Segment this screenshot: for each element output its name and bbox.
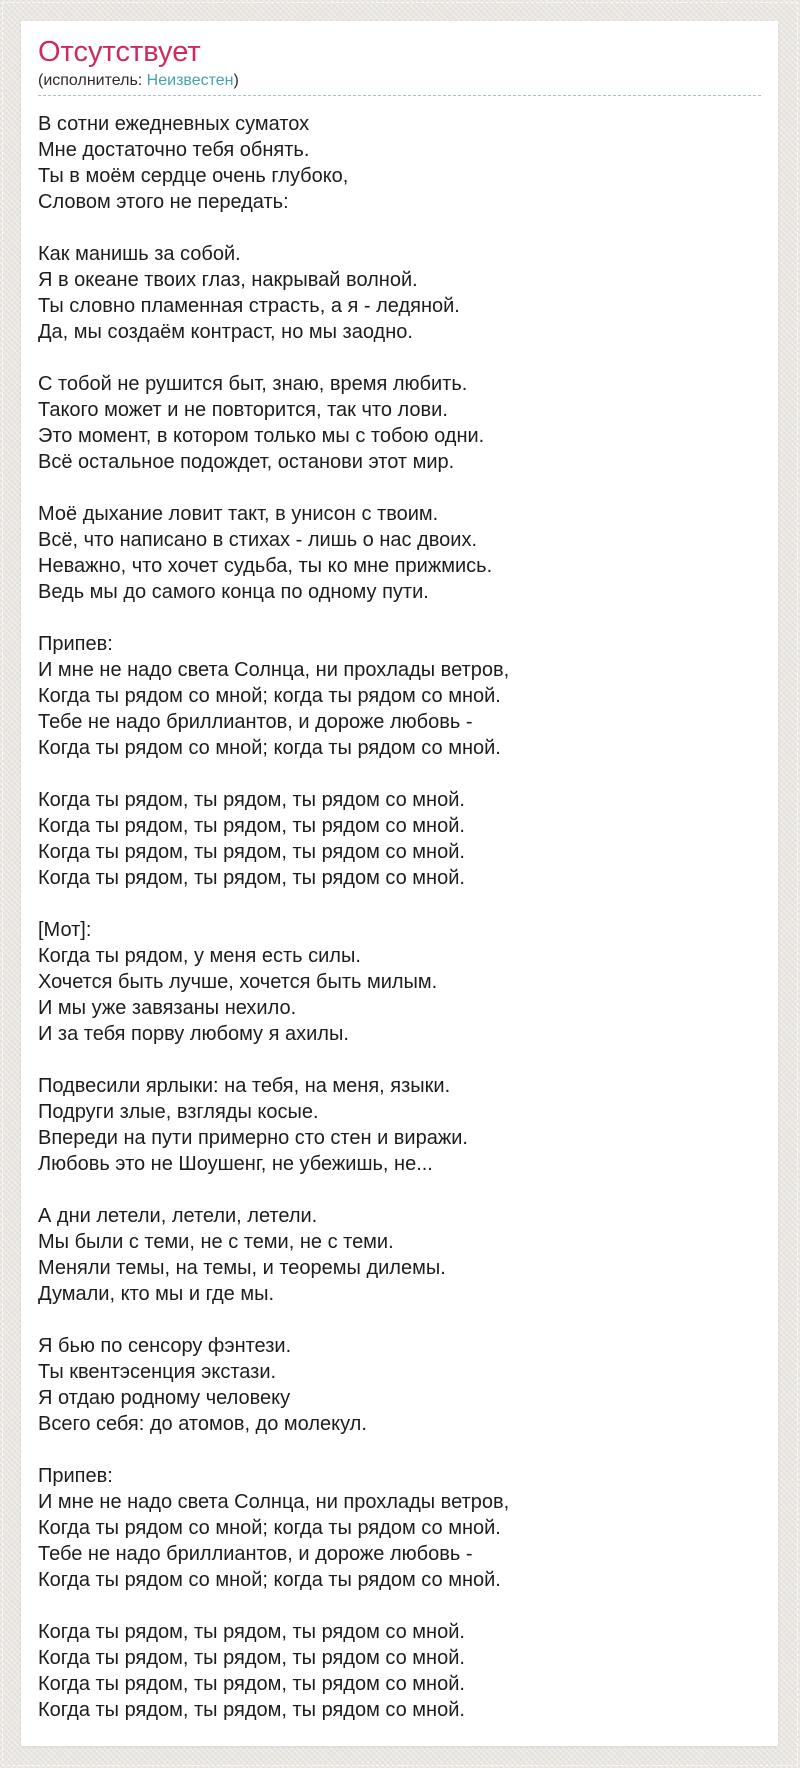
lyrics-line: В сотни ежедневных суматох <box>38 113 310 135</box>
lyrics-line: Тебе не надо бриллиантов, и дороже любовь - <box>38 1543 473 1565</box>
lyrics-line: Моё дыхание ловит такт, в унисон с твоим. <box>38 503 439 525</box>
lyrics-line: Когда ты рядом со мной; когда ты рядом со мной. <box>38 737 501 759</box>
lyrics-blank-line <box>38 1307 761 1333</box>
lyrics-line: И мне не надо света Солнца, ни прохлады ветров, <box>38 1491 510 1513</box>
lyrics-blank-line <box>38 215 761 241</box>
lyrics-line: Когда ты рядом, ты рядом, ты рядом со мной. <box>38 867 465 889</box>
lyrics-line: И мы уже завязаны нехило. <box>38 997 297 1019</box>
lyrics-blank-line <box>38 1437 761 1463</box>
lyrics-line: Когда ты рядом, ты рядом, ты рядом со мной. <box>38 1621 465 1643</box>
lyrics-blank-line <box>38 1047 761 1073</box>
lyrics-line: [Мот]: <box>38 919 92 941</box>
lyrics-line: Это момент, в котором только мы с тобою одни. <box>38 425 485 447</box>
lyrics-blank-line <box>38 761 761 787</box>
lyrics-line: И за тебя порву любому я ахилы. <box>38 1023 349 1045</box>
lyrics-line: Я отдаю родному человеку <box>38 1387 291 1409</box>
lyrics-card <box>21 21 778 1746</box>
lyrics-blank-line <box>38 891 761 917</box>
song-title: Отсутствует <box>38 36 201 68</box>
lyrics-blank-line <box>38 1177 761 1203</box>
lyrics-line: Ведь мы до самого конца по одному пути. <box>38 581 429 603</box>
lyrics-line: Когда ты рядом, ты рядом, ты рядом со мной. <box>38 1647 465 1669</box>
lyrics-line: Когда ты рядом, ты рядом, ты рядом со мной. <box>38 789 465 811</box>
lyrics-line: Мне достаточно тебя обнять. <box>38 139 310 161</box>
artist-prefix-label: (исполнитель: <box>38 72 147 89</box>
lyrics-blank-line <box>38 345 761 371</box>
artist-link[interactable]: Неизвестен <box>146 72 234 89</box>
lyrics-line: Мы были с теми, не с теми, не с теми. <box>38 1231 394 1253</box>
lyrics-line: Всего себя: до атомов, до молекул. <box>38 1413 367 1435</box>
lyrics-line: С тобой не рушится быт, знаю, время любить. <box>38 373 468 395</box>
lyrics-line: Словом этого не передать: <box>38 191 289 213</box>
lyrics-text <box>38 111 761 1723</box>
lyrics-line: Хочется быть лучше, хочется быть милым. <box>38 971 438 993</box>
dashed-separator <box>38 95 761 96</box>
lyrics-line: Всё остальное подождет, останови этот мир. <box>38 451 455 473</box>
lyrics-line: Да, мы создаём контраст, но мы заодно. <box>38 321 413 343</box>
lyrics-blank-line <box>38 475 761 501</box>
lyrics-line: Когда ты рядом со мной; когда ты рядом со мной. <box>38 685 501 707</box>
lyrics-line: Когда ты рядом со мной; когда ты рядом со мной. <box>38 1517 501 1539</box>
lyrics-line: Когда ты рядом, ты рядом, ты рядом со мной. <box>38 815 465 837</box>
lyrics-line: Я бью по сенсору фэнтези. <box>38 1335 292 1357</box>
lyrics-line: Когда ты рядом, ты рядом, ты рядом со мной. <box>38 1699 465 1721</box>
artist-line <box>38 71 761 95</box>
lyrics-line: Такого может и не повторится, так что лови. <box>38 399 448 421</box>
lyrics-line: Впереди на пути примерно сто стен и виражи. <box>38 1127 468 1149</box>
lyrics-line: И мне не надо света Солнца, ни прохлады ветров, <box>38 659 510 681</box>
lyrics-line: Я в океане твоих глаз, накрывай волной. <box>38 269 418 291</box>
artist-suffix-label: ) <box>233 72 239 89</box>
lyrics-line: Неважно, что хочет судьба, ты ко мне прижмись. <box>38 555 493 577</box>
lyrics-line: Когда ты рядом, у меня есть силы. <box>38 945 361 967</box>
lyrics-line: Когда ты рядом, ты рядом, ты рядом со мной. <box>38 841 465 863</box>
lyrics-line: Когда ты рядом со мной; когда ты рядом со мной. <box>38 1569 501 1591</box>
lyrics-line: Подвесили ярлыки: на тебя, на меня, языки. <box>38 1075 451 1097</box>
lyrics-line: Ты словно пламенная страсть, а я - ледяной. <box>38 295 460 317</box>
lyrics-line: Всё, что написано в стихах - лишь о нас двоих. <box>38 529 478 551</box>
lyrics-line: Тебе не надо бриллиантов, и дороже любовь - <box>38 711 473 733</box>
lyrics-line: Ты квентэсенция экстази. <box>38 1361 277 1383</box>
lyrics-line: Припев: <box>38 633 113 655</box>
lyrics-line: Думали, кто мы и где мы. <box>38 1283 275 1305</box>
lyrics-line: Ты в моём сердце очень глубоко, <box>38 165 349 187</box>
lyrics-line: А дни летели, летели, летели. <box>38 1205 318 1227</box>
lyrics-blank-line <box>38 1593 761 1619</box>
lyrics-line: Меняли темы, на темы, и теоремы дилемы. <box>38 1257 446 1279</box>
lyrics-line: Когда ты рядом, ты рядом, ты рядом со мной. <box>38 1673 465 1695</box>
lyrics-line: Припев: <box>38 1465 113 1487</box>
lyrics-line: Подруги злые, взгляды косые. <box>38 1101 319 1123</box>
lyrics-line: Любовь это не Шоушенг, не убежишь, не... <box>38 1153 433 1175</box>
lyrics-line: Как манишь за собой. <box>38 243 241 265</box>
lyrics-blank-line <box>38 605 761 631</box>
